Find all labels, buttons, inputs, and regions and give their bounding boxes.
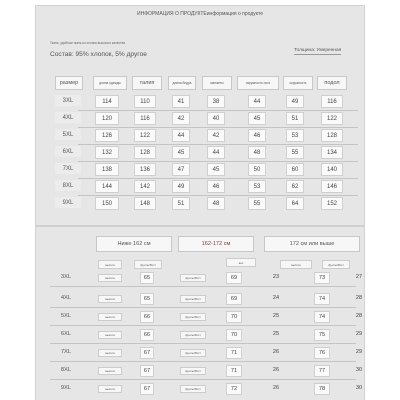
value-cell: 44: [207, 146, 225, 159]
value-cell: 70: [226, 329, 242, 341]
value-cell: 46: [248, 129, 266, 142]
value-cell: 49: [286, 95, 304, 108]
value-cell: 42: [172, 112, 190, 125]
fabric-note: Ткань: удобная ткань из хлопка высокого качества: [50, 41, 125, 45]
row-divider: [78, 127, 358, 128]
value-cell: 28: [355, 295, 363, 301]
size-label: 8XL: [55, 180, 81, 191]
value-cell: 73: [314, 272, 330, 284]
value-cell: 75: [314, 329, 330, 341]
size-label: 4XL: [60, 295, 72, 301]
value-cell: 27: [355, 274, 363, 280]
value-cell: 62: [286, 180, 304, 193]
value-cell: 26: [272, 385, 280, 391]
value-cell: 51: [286, 112, 304, 125]
size-label: 7XL: [60, 349, 72, 355]
tag-height: высота: [98, 260, 122, 269]
value-cell: 128: [321, 129, 343, 142]
size-label: 5XL: [60, 313, 72, 319]
tag-weight: фунты/Рост: [180, 367, 206, 375]
tag-height-high: высота: [280, 260, 312, 269]
col-header-hem: подол: [317, 76, 347, 90]
value-cell: 28: [355, 313, 363, 319]
value-cell: 51: [172, 197, 190, 210]
value-cell: 67: [140, 365, 154, 377]
value-cell: 26: [272, 367, 280, 373]
row-divider: [78, 161, 358, 162]
value-cell: 76: [314, 347, 330, 359]
tag-weight-mid: вес: [226, 258, 256, 267]
row-divider: [50, 361, 356, 362]
thickness-text: Толщина: Умеренная: [294, 48, 342, 53]
section-162-172: 162-172 см: [178, 236, 254, 252]
value-cell: 66: [140, 329, 154, 341]
value-cell: 44: [248, 95, 266, 108]
tag-height: высота: [98, 331, 122, 339]
value-cell: 116: [321, 95, 343, 108]
row-divider: [78, 195, 358, 196]
value-cell: 150: [95, 197, 119, 210]
value-cell: 65: [140, 272, 154, 284]
value-cell: 134: [321, 146, 343, 159]
value-cell: 72: [226, 383, 242, 395]
size-label: 9XL: [60, 385, 72, 391]
size-label: 3XL: [55, 95, 81, 106]
value-cell: 50: [248, 163, 266, 176]
value-cell: 26: [272, 349, 280, 355]
tag-weight: фунты/Рост: [180, 349, 206, 357]
tag-weight-high: фунты/Рост: [322, 260, 350, 269]
value-cell: 138: [95, 163, 119, 176]
value-cell: 67: [140, 347, 154, 359]
col-header-girth: окружность: [283, 76, 313, 90]
value-cell: 67: [140, 383, 154, 395]
value-cell: 44: [172, 129, 190, 142]
value-cell: 29: [355, 349, 363, 355]
tag-height: высота: [98, 274, 122, 282]
size-label: 9XL: [55, 197, 81, 208]
value-cell: 42: [207, 129, 225, 142]
value-cell: 114: [95, 95, 119, 108]
tag-weight: фунты/Рост: [180, 295, 206, 303]
value-cell: 70: [226, 311, 242, 323]
tag-height: высота: [98, 385, 122, 393]
value-cell: 146: [321, 180, 343, 193]
col-header-leg: окружность ноги: [237, 76, 279, 90]
col-header-cuffs: манжеты: [202, 76, 232, 90]
value-cell: 45: [172, 146, 190, 159]
value-cell: 78: [314, 383, 330, 395]
row-divider: [50, 286, 356, 287]
value-cell: 66: [140, 311, 154, 323]
value-cell: 25: [272, 331, 280, 337]
composition-text: Состав: 95% хлопок, 5% другое: [50, 51, 147, 58]
value-cell: 116: [134, 112, 156, 125]
value-cell: 142: [134, 180, 156, 193]
tag-height: высота: [98, 313, 122, 321]
value-cell: 30: [355, 367, 363, 373]
value-cell: 24: [272, 295, 280, 301]
section-above-172: 172 см или выше: [264, 236, 360, 252]
value-cell: 71: [226, 347, 242, 359]
value-cell: 60: [286, 163, 304, 176]
size-label: 8XL: [60, 367, 72, 373]
value-cell: 120: [95, 112, 119, 125]
value-cell: 45: [207, 163, 225, 176]
tag-weight: фунты/Рост: [180, 331, 206, 339]
tag-height: высота: [98, 367, 122, 375]
value-cell: 65: [140, 293, 154, 305]
value-cell: 41: [172, 95, 190, 108]
row-divider: [78, 144, 358, 145]
value-cell: 46: [207, 180, 225, 193]
value-cell: 74: [314, 311, 330, 323]
value-cell: 152: [321, 197, 343, 210]
col-header-hip: длина бедра: [168, 76, 196, 90]
value-cell: 122: [134, 129, 156, 142]
size-label: 5XL: [55, 129, 81, 140]
sheet-title: ИНФОРМАЦИЯ О ПРОДУКТЕинформация о продукте: [137, 11, 263, 17]
tag-weight: фунты/Рост: [180, 385, 206, 393]
size-label: 7XL: [55, 163, 81, 174]
value-cell: 25: [272, 313, 280, 319]
product-info-sheet: [36, 6, 364, 400]
value-cell: 49: [172, 180, 190, 193]
value-cell: 69: [226, 272, 242, 284]
section-divider: [36, 225, 364, 227]
value-cell: 132: [95, 146, 119, 159]
value-cell: 48: [248, 146, 266, 159]
value-cell: 148: [134, 197, 156, 210]
value-cell: 47: [172, 163, 190, 176]
tag-height: высота: [98, 295, 122, 303]
row-divider: [50, 307, 356, 308]
row-divider: [50, 343, 356, 344]
value-cell: 64: [286, 197, 304, 210]
row-divider: [50, 379, 356, 380]
row-divider: [78, 110, 358, 111]
col-header-size: размер: [55, 76, 83, 90]
value-cell: 23: [272, 274, 280, 280]
value-cell: 110: [134, 95, 156, 108]
size-label: 3XL: [60, 274, 72, 280]
value-cell: 30: [355, 385, 363, 391]
value-cell: 53: [248, 180, 266, 193]
value-cell: 69: [226, 293, 242, 305]
value-cell: 128: [134, 146, 156, 159]
value-cell: 140: [321, 163, 343, 176]
size-label: 6XL: [60, 331, 72, 337]
tag-weight: фунты/Рост: [180, 274, 206, 282]
value-cell: 122: [321, 112, 343, 125]
value-cell: 38: [207, 95, 225, 108]
section-below-162: Ниже 162 см: [96, 236, 172, 252]
value-cell: 29: [355, 331, 363, 337]
value-cell: 48: [207, 197, 225, 210]
tag-height: высота: [98, 349, 122, 357]
value-cell: 55: [286, 146, 304, 159]
value-cell: 144: [95, 180, 119, 193]
value-cell: 53: [286, 129, 304, 142]
col-header-length: длина одежды: [93, 76, 127, 90]
row-divider: [50, 325, 356, 326]
value-cell: 40: [207, 112, 225, 125]
value-cell: 126: [95, 129, 119, 142]
value-cell: 136: [134, 163, 156, 176]
col-header-waist: талия: [132, 76, 162, 90]
value-cell: 77: [314, 365, 330, 377]
value-cell: 45: [248, 112, 266, 125]
size-label: 6XL: [55, 146, 81, 157]
tag-weight: фунты/Рост: [134, 260, 162, 269]
size-label: 4XL: [55, 112, 81, 123]
value-cell: 71: [226, 365, 242, 377]
tag-weight: фунты/Рост: [180, 313, 206, 321]
value-cell: 55: [248, 197, 266, 210]
row-divider: [78, 178, 358, 179]
value-cell: 74: [314, 293, 330, 305]
